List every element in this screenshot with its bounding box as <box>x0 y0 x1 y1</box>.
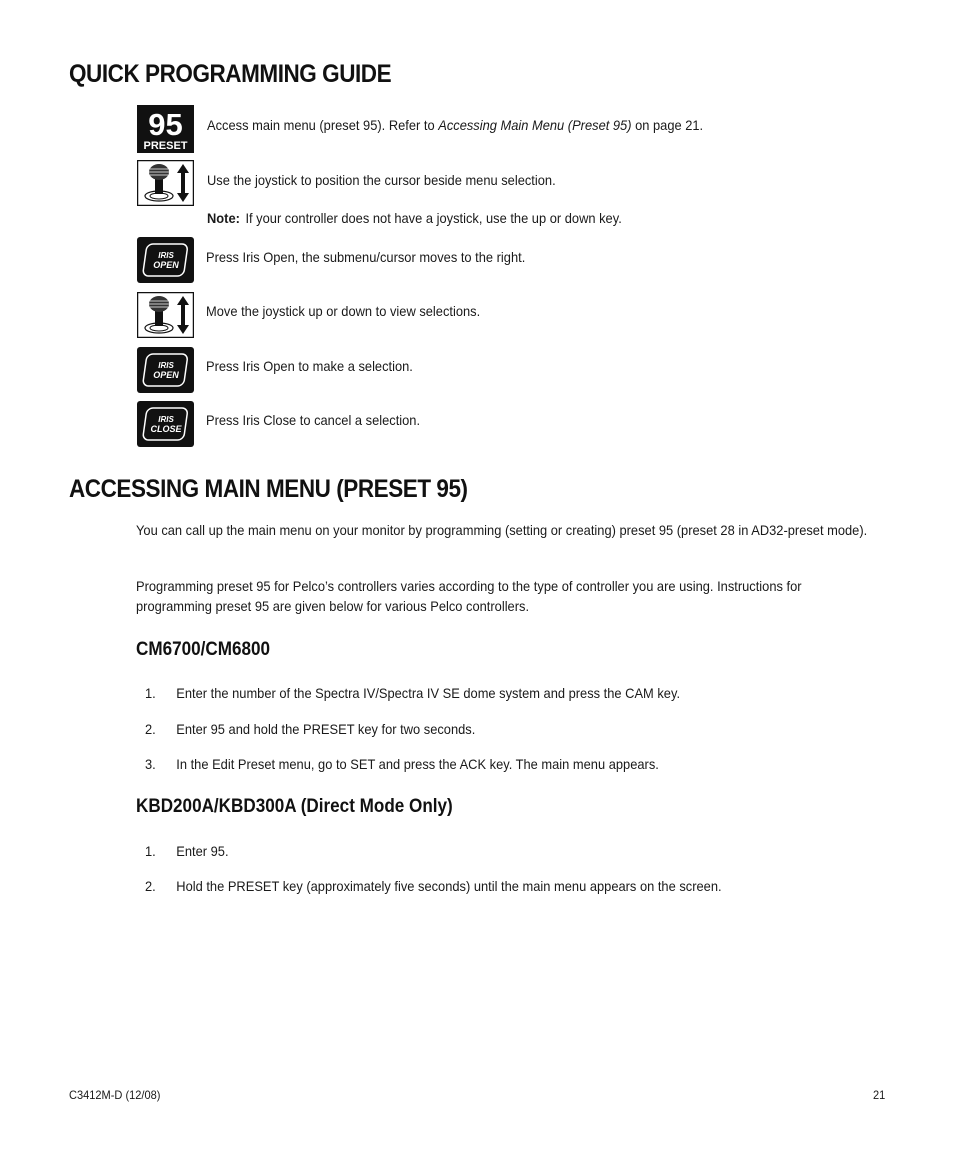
step-4-text: Move the joystick up or down to view selections. <box>206 303 481 319</box>
svg-text:IRIS: IRIS <box>158 361 174 370</box>
subsection-title-kbd200a: KBD200A/KBD300A (Direct Mode Only) <box>136 796 453 817</box>
list-item: 2. Hold the PRESET key (approximately five seconds) until the main menu appears on the screen. <box>145 878 722 894</box>
joystick-up-down-icon <box>137 160 194 206</box>
section-title: ACCESSING MAIN MENU (PRESET 95) <box>69 475 468 503</box>
intro-paragraph: You can call up the main menu on your monitor by programming (setting or creating) preset 95 (preset 28 in AD32-preset mode). <box>136 522 868 538</box>
note <box>207 208 622 228</box>
note-label: Note: <box>207 210 240 226</box>
iris-open-key-icon <box>137 347 194 393</box>
svg-text:CLOSE: CLOSE <box>150 424 182 434</box>
note-text: If your controller does not have a joystick, use the up or down key. <box>245 210 622 226</box>
step-1-text: Access main menu (preset 95). Refer to Accessing Main Menu (Preset 95) on page 21. <box>207 117 704 133</box>
step-2-text: Use the joystick to position the cursor beside menu selection. <box>207 172 556 188</box>
subsection-title-cm6700: CM6700/CM6800 <box>136 639 271 660</box>
step-3-text: Press Iris Open, the submenu/cursor moves to the right. <box>206 249 526 265</box>
list-item: 3. In the Edit Preset menu, go to SET and press the ACK key. The main menu appears. <box>145 756 659 772</box>
page-number: 21 <box>873 1088 886 1102</box>
document-id: C3412M-D (12/08) <box>69 1088 161 1102</box>
svg-text:OPEN: OPEN <box>153 370 179 380</box>
cross-reference-link[interactable]: Accessing Main Menu (Preset 95) <box>438 117 632 133</box>
svg-text:IRIS: IRIS <box>158 251 174 260</box>
preset-95-key-icon <box>137 105 194 151</box>
svg-text:IRIS: IRIS <box>158 415 174 424</box>
list-item: 1. Enter 95. <box>145 843 229 859</box>
svg-text:OPEN: OPEN <box>153 260 179 270</box>
page-title: QUICK PROGRAMMING GUIDE <box>69 60 392 88</box>
list-item: 2. Enter 95 and hold the PRESET key for two seconds. <box>145 721 476 737</box>
iris-open-key-icon <box>137 237 194 283</box>
svg-text:PRESET: PRESET <box>143 140 188 152</box>
svg-text:95: 95 <box>148 107 183 142</box>
step-6-text: Press Iris Close to cancel a selection. <box>206 412 421 428</box>
list-item: 1. Enter the number of the Spectra IV/Spectra IV SE dome system and press the CAM key. <box>145 685 681 701</box>
step-5-text: Press Iris Open to make a selection. <box>206 358 413 374</box>
iris-close-key-icon <box>137 401 194 447</box>
controllers-paragraph: Programming preset 95 for Pelco’s controllers varies according to the type of controller you are using. Instructions for programming preset 95 are given below for various Pelco controllers. <box>136 578 802 614</box>
joystick-up-down-icon <box>137 292 194 338</box>
